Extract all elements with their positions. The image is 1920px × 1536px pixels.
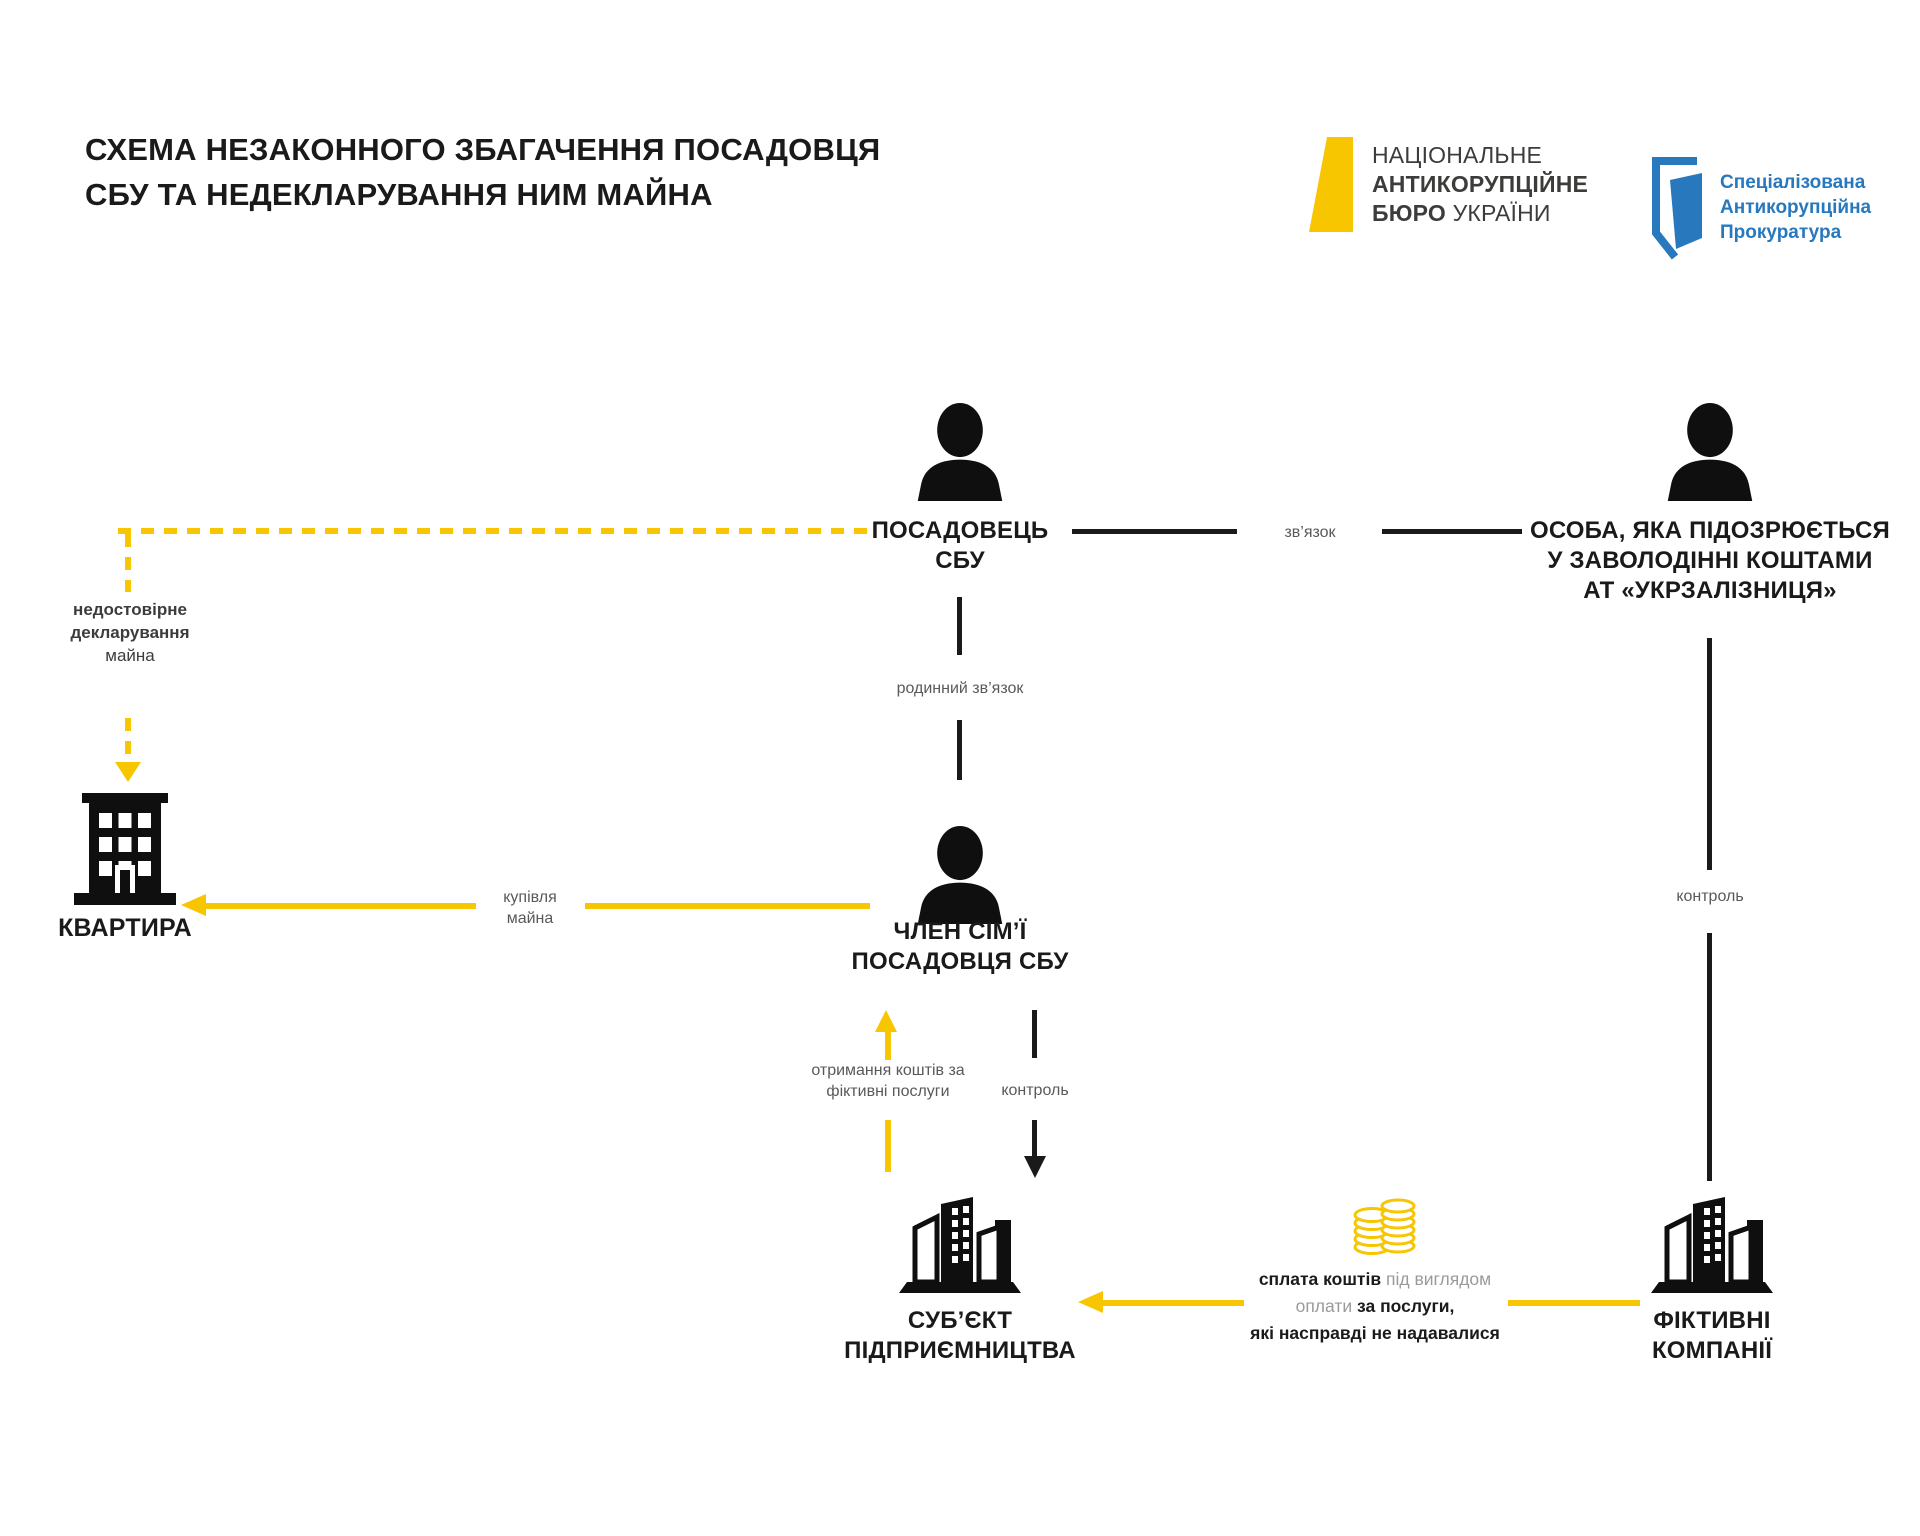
edge-purchase-label: купівля майна bbox=[503, 889, 557, 927]
node-apartment bbox=[70, 793, 180, 905]
person-icon bbox=[905, 826, 1015, 924]
nabu-line3: БЮРО УКРАЇНИ bbox=[1372, 200, 1551, 226]
edge-declaration-dash-vertical-upper bbox=[125, 534, 131, 592]
node-family-member bbox=[905, 826, 1015, 924]
edge-declaration-dash-vertical-lower bbox=[125, 718, 131, 758]
sap-logo-text bbox=[1720, 170, 1871, 245]
edge-receiving-line-lower bbox=[885, 1120, 891, 1172]
sap-logo bbox=[1649, 156, 1707, 260]
node-family-member-label: ЧЛЕН СІМ’Ї ПОСАДОВЦЯ СБУ bbox=[851, 918, 1069, 975]
edge-link-label: зв’язок bbox=[1284, 524, 1336, 541]
edge-payment-label-line2: оплати за послуги, bbox=[1295, 1296, 1455, 1316]
edge-purchase-line-left bbox=[206, 903, 476, 909]
buildings-icon bbox=[1647, 1190, 1777, 1297]
node-fake-companies bbox=[1647, 1190, 1777, 1297]
nabu-wedge-icon bbox=[1309, 137, 1357, 232]
page-title-line1: СХЕМА НЕЗАКОННОГО ЗБАГАЧЕННЯ ПОСАДОВЦЯ bbox=[85, 132, 881, 167]
edge-receiving-line-upper bbox=[885, 1032, 891, 1060]
node-business-entity bbox=[895, 1190, 1025, 1297]
edge-control-right-line-lower bbox=[1707, 933, 1712, 1181]
nabu-logo-text bbox=[1372, 141, 1588, 228]
sap-line2: Антикорупційна bbox=[1720, 197, 1872, 218]
edge-family-label: родинний зв’язок bbox=[896, 680, 1024, 697]
arrow-left-yellow-icon bbox=[1078, 1291, 1103, 1313]
nabu-logo bbox=[1309, 137, 1357, 232]
edge-control-mid-label: контроль bbox=[1001, 1082, 1069, 1099]
person-icon bbox=[1655, 403, 1765, 501]
edge-link-line-left bbox=[1072, 529, 1237, 534]
arrow-down-black-icon bbox=[1024, 1156, 1046, 1178]
page-title-line2: СБУ ТА НЕДЕКЛАРУВАННЯ НИМ МАЙНА bbox=[85, 177, 713, 212]
node-suspect bbox=[1655, 403, 1765, 501]
edge-declaration-label: недостовірне декларування майна bbox=[70, 600, 190, 665]
sap-line3: Прокуратура bbox=[1720, 222, 1842, 243]
edge-payment-label-line3: які насправді не надавалися bbox=[1250, 1323, 1500, 1343]
buildings-icon bbox=[895, 1190, 1025, 1297]
edge-control-right-label: контроль bbox=[1676, 888, 1744, 905]
edge-family-line-upper bbox=[957, 597, 962, 655]
sap-line1: Спеціалізована bbox=[1720, 172, 1866, 193]
arrow-up-yellow-icon bbox=[875, 1010, 897, 1032]
node-suspect-label: ОСОБА, ЯКА ПІДОЗРЮЄТЬСЯ У ЗАВОЛОДІННІ КОШТАМИ АТ «УКРЗАЛІЗНИЦЯ» bbox=[1529, 517, 1891, 604]
apartment-building-icon bbox=[70, 793, 180, 905]
arrow-down-yellow-icon bbox=[115, 762, 141, 782]
nabu-line2: АНТИКОРУПЦІЙНЕ bbox=[1372, 171, 1589, 197]
person-icon bbox=[905, 403, 1015, 501]
page-title bbox=[85, 127, 880, 217]
edge-payment-label-line1: сплата коштів під виглядом bbox=[1258, 1269, 1492, 1289]
node-official-sbu-label: ПОСАДОВЕЦЬ СБУ bbox=[871, 517, 1049, 574]
edge-control-mid-line-lower bbox=[1032, 1120, 1037, 1158]
edge-family-line-lower bbox=[957, 720, 962, 780]
edge-control-right-line-upper bbox=[1707, 638, 1712, 870]
node-fake-companies-label: ФІКТИВНІ КОМПАНІЇ bbox=[1651, 1307, 1773, 1364]
edge-payment-label bbox=[1185, 1266, 1565, 1347]
sap-shield-icon bbox=[1649, 156, 1707, 260]
arrow-left-yellow-icon bbox=[181, 894, 206, 916]
edge-link-line-right bbox=[1382, 529, 1522, 534]
edge-receiving-label: отримання коштів за фіктивні послуги bbox=[811, 1062, 965, 1100]
edge-control-mid-line-upper bbox=[1032, 1010, 1037, 1058]
edge-purchase-line-right bbox=[585, 903, 870, 909]
nabu-line1: НАЦІОНАЛЬНЕ bbox=[1372, 142, 1543, 168]
node-apartment-label: КВАРТИРА bbox=[58, 914, 192, 942]
edge-declaration-dash-horizontal bbox=[118, 528, 870, 534]
node-business-entity-label: СУБ’ЄКТ ПІДПРИЄМНИЦТВА bbox=[844, 1307, 1076, 1364]
coins-icon bbox=[1348, 1194, 1422, 1258]
node-official-sbu bbox=[905, 403, 1015, 501]
